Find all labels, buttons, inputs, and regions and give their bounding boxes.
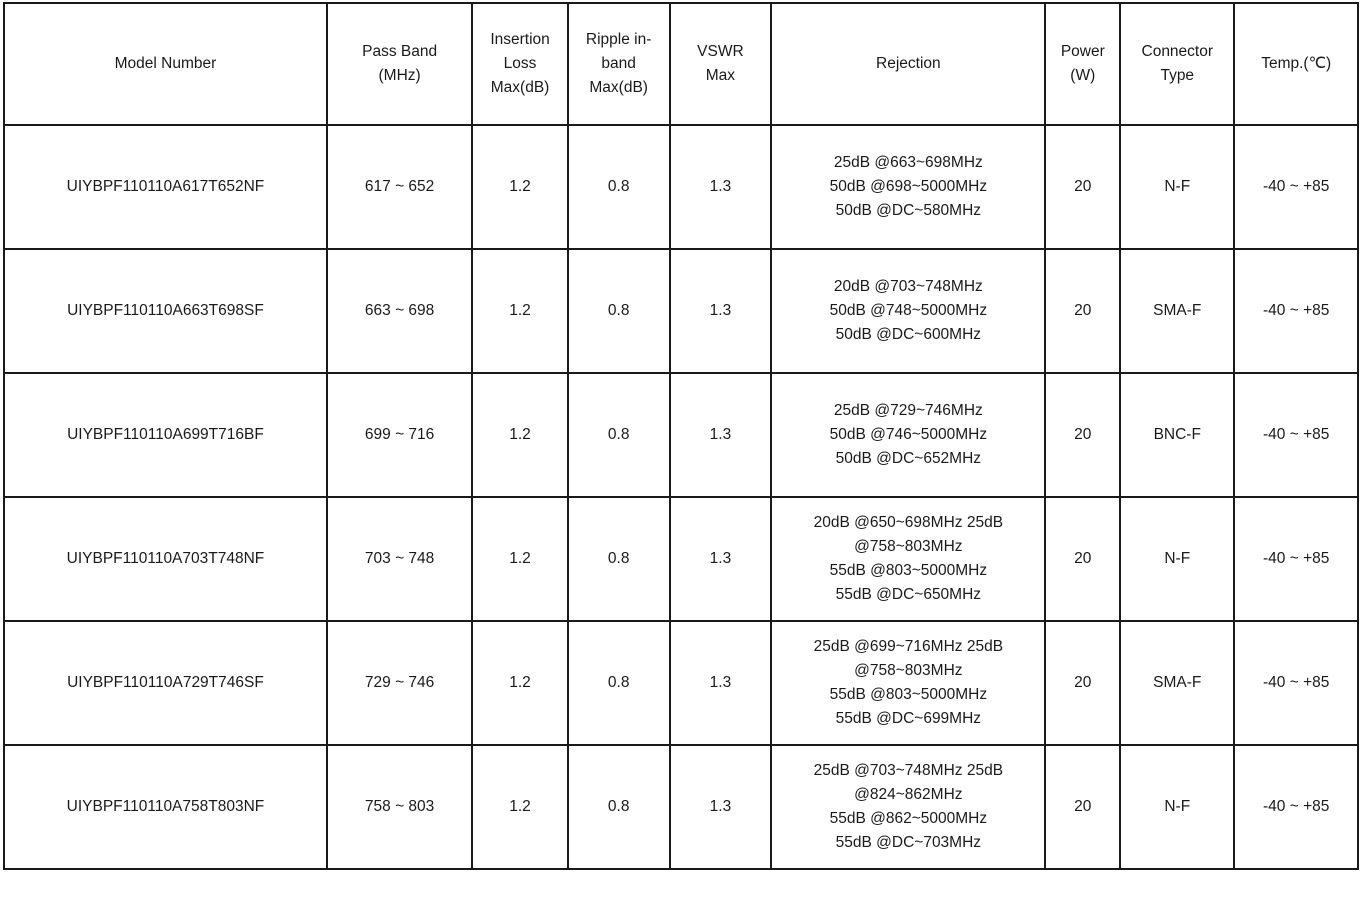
table-row (4, 249, 1358, 373)
cell-rejection (771, 373, 1045, 497)
column-header-line: Max(dB) (589, 79, 648, 96)
rejection-line: 50dB @746~5000MHz (829, 425, 988, 443)
cell-power: 20 (1045, 249, 1120, 373)
cell-vswr-max: 1.3 (670, 125, 772, 249)
column-header-line: Loss (503, 54, 537, 72)
cell-temperature: -40 ~ +85 (1234, 373, 1358, 497)
rejection-line: 55dB @862~5000MHz (829, 810, 988, 827)
column-header-insertion-loss (472, 3, 568, 125)
cell-rejection (771, 745, 1045, 869)
cell-pass-band: 758 ~ 803 (327, 745, 472, 869)
table-row (4, 621, 1358, 745)
cell-model-number: UIYBPF110110A729T746SF (4, 621, 327, 745)
cell-insertion-loss: 1.2 (472, 497, 568, 621)
column-header-line: (W) (1070, 67, 1096, 84)
cell-power: 20 (1045, 621, 1120, 745)
cell-connector-type: SMA-F (1120, 621, 1234, 745)
column-header-line: Type (1160, 67, 1195, 84)
cell-temperature: -40 ~ +85 (1234, 249, 1358, 373)
cell-power: 20 (1045, 497, 1120, 621)
column-header-connector-type (1120, 3, 1234, 125)
cell-ripple-in-band: 0.8 (568, 745, 670, 869)
cell-connector-type: N-F (1120, 497, 1234, 621)
table-body (4, 125, 1358, 869)
cell-pass-band: 699 ~ 716 (327, 373, 472, 497)
cell-connector-type: SMA-F (1120, 249, 1234, 373)
rejection-line: 25dB @699~716MHz 25dB (813, 637, 1004, 655)
rejection-line: 55dB @803~5000MHz (829, 686, 988, 703)
column-header-model-number (4, 3, 327, 125)
cell-connector-type: BNC-F (1120, 373, 1234, 497)
cell-power: 20 (1045, 125, 1120, 249)
table-row (4, 373, 1358, 497)
column-header-line: Rejection (876, 54, 941, 72)
column-header-power (1045, 3, 1120, 125)
cell-model-number: UIYBPF110110A699T716BF (4, 373, 327, 497)
table-row (4, 497, 1358, 621)
rejection-line: 25dB @703~748MHz 25dB (813, 761, 1004, 779)
cell-model-number: UIYBPF110110A617T652NF (4, 125, 327, 249)
cell-temperature: -40 ~ +85 (1234, 621, 1358, 745)
cell-insertion-loss: 1.2 (472, 125, 568, 249)
specification-table (3, 2, 1359, 870)
cell-temperature: -40 ~ +85 (1234, 125, 1358, 249)
rejection-line: 20dB @703~748MHz (833, 277, 983, 295)
column-header-line: band (601, 54, 636, 72)
cell-insertion-loss: 1.2 (472, 745, 568, 869)
cell-pass-band: 729 ~ 746 (327, 621, 472, 745)
cell-ripple-in-band: 0.8 (568, 621, 670, 745)
rejection-line: 55dB @DC~650MHz (835, 586, 982, 604)
cell-pass-band: 617 ~ 652 (327, 125, 472, 249)
column-header-line: Max(dB) (490, 79, 550, 96)
cell-model-number: UIYBPF110110A663T698SF (4, 249, 327, 373)
column-header-line: VSWR (697, 42, 744, 60)
cell-connector-type: N-F (1120, 745, 1234, 869)
column-header-line: Temp.(℃) (1261, 54, 1332, 72)
cell-ripple-in-band: 0.8 (568, 373, 670, 497)
rejection-line: @758~803MHz (854, 661, 963, 679)
cell-model-number: UIYBPF110110A758T803NF (4, 745, 327, 869)
column-header-line: Pass Band (362, 42, 438, 60)
cell-pass-band: 663 ~ 698 (327, 249, 472, 373)
cell-insertion-loss: 1.2 (472, 249, 568, 373)
column-header-temperature (1234, 3, 1358, 125)
rejection-line: 55dB @803~5000MHz (829, 562, 988, 579)
column-header-rejection (771, 3, 1045, 125)
column-header-line: Max (705, 67, 736, 84)
column-header-vswr-max (670, 3, 772, 125)
rejection-line: 50dB @748~5000MHz (829, 301, 988, 319)
cell-connector-type: N-F (1120, 125, 1234, 249)
column-header-line: Connector (1141, 42, 1214, 60)
rejection-line: @824~862MHz (854, 785, 963, 803)
column-header-line: Ripple in- (585, 30, 652, 48)
table-header (4, 3, 1358, 125)
table-row (4, 125, 1358, 249)
cell-rejection (771, 125, 1045, 249)
cell-vswr-max: 1.3 (670, 745, 772, 869)
cell-power: 20 (1045, 745, 1120, 869)
cell-vswr-max: 1.3 (670, 249, 772, 373)
cell-rejection (771, 249, 1045, 373)
cell-ripple-in-band: 0.8 (568, 497, 670, 621)
cell-rejection (771, 497, 1045, 621)
cell-ripple-in-band: 0.8 (568, 249, 670, 373)
rejection-line: 55dB @DC~699MHz (835, 710, 982, 728)
rejection-line: 50dB @DC~580MHz (835, 202, 982, 219)
rejection-line: 25dB @729~746MHz (833, 401, 983, 419)
column-header-line: (MHz) (378, 67, 421, 84)
cell-vswr-max: 1.3 (670, 373, 772, 497)
rejection-line: 50dB @DC~652MHz (835, 450, 982, 467)
cell-vswr-max: 1.3 (670, 497, 772, 621)
rejection-line: 50dB @698~5000MHz (829, 177, 988, 195)
cell-rejection (771, 621, 1045, 745)
cell-ripple-in-band: 0.8 (568, 125, 670, 249)
rejection-line: 20dB @650~698MHz 25dB (813, 513, 1004, 531)
rejection-line: @758~803MHz (854, 537, 963, 555)
column-header-line: Insertion (490, 30, 550, 48)
column-header-pass-band (327, 3, 472, 125)
cell-insertion-loss: 1.2 (472, 621, 568, 745)
column-header-line: Model Number (114, 54, 217, 72)
rejection-line: 50dB @DC~600MHz (835, 326, 982, 343)
cell-pass-band: 703 ~ 748 (327, 497, 472, 621)
table-header-row (4, 3, 1358, 125)
cell-power: 20 (1045, 373, 1120, 497)
cell-model-number: UIYBPF110110A703T748NF (4, 497, 327, 621)
cell-temperature: -40 ~ +85 (1234, 745, 1358, 869)
cell-insertion-loss: 1.2 (472, 373, 568, 497)
table-row (4, 745, 1358, 869)
cell-vswr-max: 1.3 (670, 621, 772, 745)
cell-temperature: -40 ~ +85 (1234, 497, 1358, 621)
rejection-line: 25dB @663~698MHz (833, 153, 983, 171)
column-header-line: Power (1060, 42, 1105, 60)
rejection-line: 55dB @DC~703MHz (835, 834, 982, 852)
column-header-ripple-in-band (568, 3, 670, 125)
